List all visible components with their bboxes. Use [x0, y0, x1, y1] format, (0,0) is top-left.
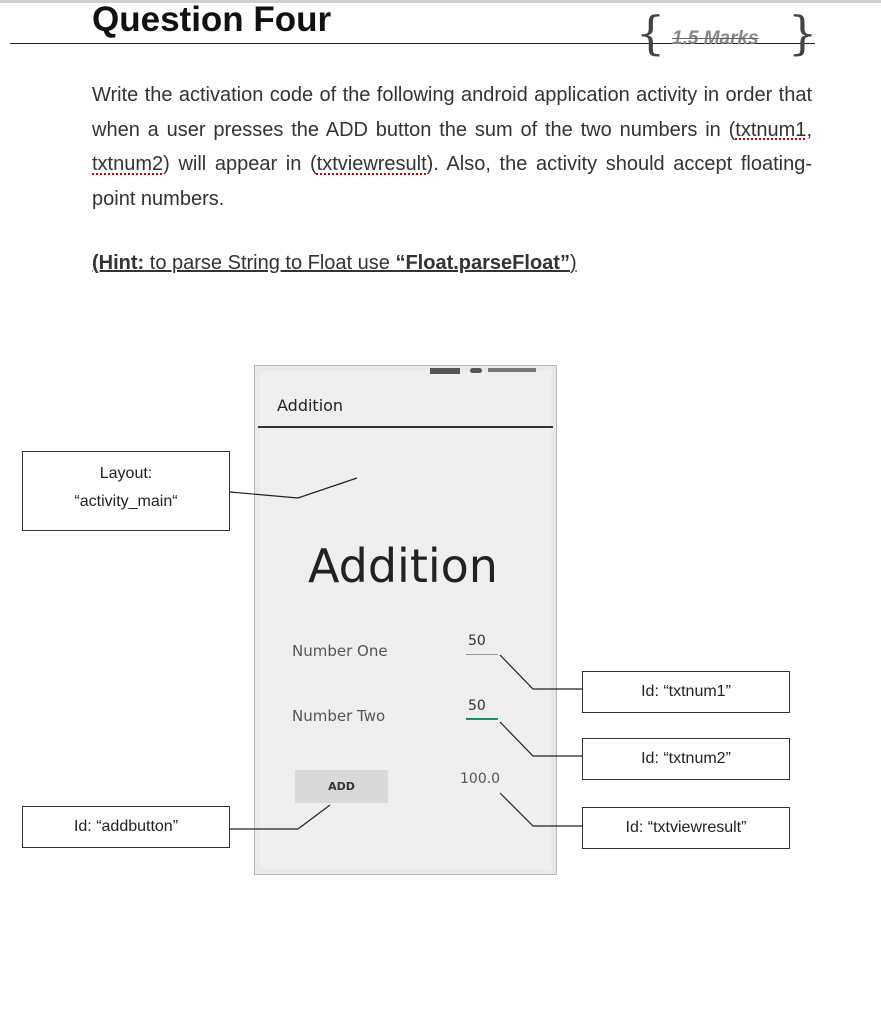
label-number-two: Number Two — [292, 707, 386, 725]
callout-txtnum1 — [582, 671, 790, 713]
hint-colon: : — [137, 252, 145, 274]
callout-layout-line1: Layout: — [99, 465, 153, 482]
marks-brace-right: } — [788, 6, 818, 60]
id-txtviewresult: txtviewresult — [316, 153, 427, 175]
connector-layout — [230, 478, 357, 498]
connector-txtnum2 — [500, 722, 583, 756]
txtnum1-input[interactable]: 50 — [468, 633, 486, 649]
label-number-one: Number One — [292, 642, 388, 660]
txtnum2-input[interactable]: 50 — [468, 698, 486, 714]
question-text-part3: ). Also, the activity should accept floating-point numbers. — [92, 153, 812, 210]
hint-mid: to parse String to Float use — [144, 252, 396, 274]
hint-code: “Float.parseFloat” — [395, 252, 570, 274]
connector-txtnum1 — [500, 655, 583, 689]
id-txtnum2: txtnum2 — [92, 153, 164, 175]
question-text-part2: ) will appear in ( — [163, 153, 317, 175]
app-bar-title: Addition — [277, 396, 344, 415]
connector-addbutton — [230, 805, 330, 829]
callout-txtviewresult — [582, 807, 790, 849]
callout-addbutton-text: Id: “addbutton” — [73, 818, 179, 835]
question-title: Question Four — [92, 0, 332, 39]
result-text: 100.0 — [460, 771, 501, 787]
id-txtnum1: txtnum1 — [735, 118, 807, 141]
callout-layout-line2: “activity_main“ — [74, 493, 178, 510]
add-button[interactable]: ADD — [295, 770, 388, 803]
hint-open: (Hint — [92, 252, 138, 274]
addition-heading: Addition — [308, 539, 498, 593]
callout-layout — [22, 451, 230, 531]
marks-label: 1.5 Marks — [672, 28, 759, 49]
marks-brace-left: { — [636, 6, 666, 60]
connector-txtviewresult — [500, 793, 583, 826]
question-text-part1: Write the activation code of the following android application activity in order that when a user presses the ADD button the sum of the two numbers in ( — [92, 84, 812, 141]
callout-txtnum2-text: Id: “txtnum2” — [641, 750, 731, 767]
callout-txtnum1-text: Id: “txtnum1” — [641, 683, 731, 700]
callout-txtnum2 — [582, 738, 790, 780]
question-sep: , — [806, 118, 812, 141]
callout-txtviewresult-text: Id: “txtviewresult” — [625, 819, 747, 836]
hint-close: ) — [569, 252, 577, 274]
callout-addbutton — [22, 806, 230, 848]
